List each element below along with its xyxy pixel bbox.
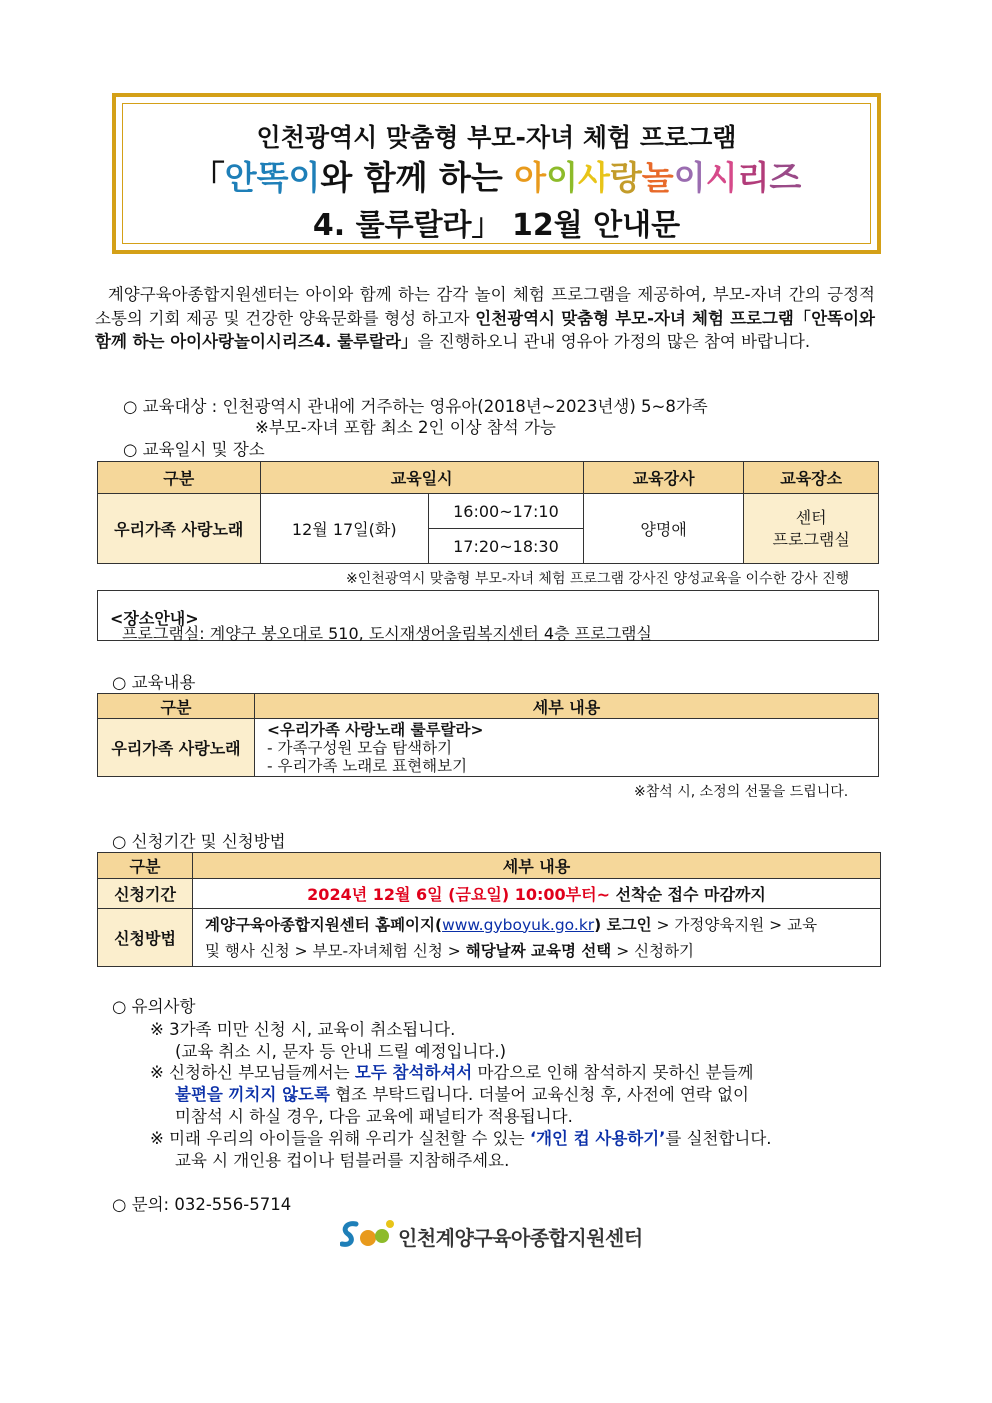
schedule-program: 우리가족 사랑노래 <box>98 494 261 564</box>
schedule-heading: ○ 교육일시 및 장소 <box>123 440 265 459</box>
apply-method-path-2: 및 행사 신청 > 부모-자녀체험 신청 > <box>205 941 466 960</box>
notice-3a-text: 를 실천합니다. <box>665 1129 772 1148</box>
apply-method-login: ) 로그인 <box>594 915 652 934</box>
notice-2c: 미참석 시 하실 경우, 다음 교육에 패널티가 적용됩니다. <box>175 1107 573 1126</box>
notice-2a-text: ※ 신청하신 부모님들께서는 <box>150 1063 355 1082</box>
apply-method-site: 계양구육아종합지원센터 홈페이지( <box>205 915 443 934</box>
title-char: 아 <box>514 158 547 197</box>
apply-header-detail: 세부 내용 <box>193 853 881 879</box>
title-mid: 와 함께 하는 <box>320 158 515 197</box>
title-char: 놀 <box>641 158 674 197</box>
schedule-table <box>97 461 879 564</box>
notice-1b: (교육 취소 시, 문자 등 안내 드릴 예정입니다.) <box>175 1042 507 1061</box>
notice-2a-emphasis: 모두 참석하셔서 <box>354 1063 473 1082</box>
notice-3a <box>150 1125 772 1149</box>
place-info-box <box>97 590 879 641</box>
place-info-label: <장소안내> <box>110 609 199 628</box>
title-inner-frame <box>122 103 871 244</box>
title-char: 이 <box>546 158 579 197</box>
notice-3a-text: ※ 미래 우리의 아이들을 위해 우리가 실천할 수 있는 <box>150 1129 530 1148</box>
schedule-time-1: 16:00~17:10 <box>429 494 584 529</box>
center-logo <box>340 1216 660 1252</box>
content-detail <box>255 719 879 777</box>
center-logo-icon <box>340 1216 398 1252</box>
title-char: 이 <box>673 158 706 197</box>
apply-period-label: 신청기간 <box>98 879 193 909</box>
notice-2b-text: 협조 부탁드립니다. 더불어 교육신청 후, 사전에 연락 없이 <box>329 1085 749 1104</box>
schedule-instructor: 양명애 <box>583 494 744 564</box>
notice-2b <box>175 1081 749 1105</box>
content-detail-item: - 우리가족 노래로 표현해보기 <box>267 756 468 775</box>
notice-2a-text: 마감으로 인해 참석하지 못하신 분들께 <box>472 1063 754 1082</box>
apply-period <box>193 879 881 909</box>
place-info-detail: 프로그램실: 계양구 봉오대로 510, 도시재생어울림복지센터 4층 프로그램실 <box>122 624 652 643</box>
schedule-header-place: 교육장소 <box>744 462 879 494</box>
intro-paragraph <box>95 283 875 354</box>
apply-table <box>97 852 881 967</box>
schedule-note: ※인천광역시 맞춤형 부모-자녀 체험 프로그램 강사진 양성교육을 이수한 강사 진행 <box>346 571 850 587</box>
notice-3b: 교육 시 개인용 컵이나 텀블러를 지참해주세요. <box>175 1151 510 1170</box>
title-box <box>112 93 881 254</box>
schedule-header-datetime: 교육일시 <box>260 462 583 494</box>
content-heading: ○ 교육내용 <box>112 673 196 692</box>
schedule-place <box>744 494 879 564</box>
notice-1a: ※ 3가족 미만 신청 시, 교육이 취소됩니다. <box>150 1020 456 1039</box>
content-detail-item: - 가족구성원 모습 탐색하기 <box>267 738 453 757</box>
title-char: 시 <box>705 158 738 197</box>
apply-header-category: 구분 <box>98 853 193 879</box>
title-line-2 <box>123 152 870 199</box>
notice-heading: ○ 유의사항 <box>112 997 196 1016</box>
place-info-text <box>110 606 652 643</box>
intro-text-1: 계양구육아종합지원센터는 아이와 함께 하는 감각 놀이 체험 프로그램을 제공하여, 부모-자녀 간의 긍정적 소통의 기회 제공 및 건강한 양육문화를 형성 하고자 <box>95 285 875 328</box>
notice-2b-emphasis: 불편을 끼치지 않도록 <box>175 1085 330 1104</box>
title-char: 리 <box>737 158 770 197</box>
title-line-3: 4. 룰루랄라」 12월 안내문 <box>312 208 681 243</box>
target-line: ○ 교육대상 : 인천광역시 관내에 거주하는 영유아(2018년~2023년생) 5~8가족 <box>123 397 708 416</box>
content-table <box>97 693 879 777</box>
apply-method-select: 해당날짜 교육명 선택 <box>465 941 612 960</box>
content-detail-title: <우리가족 사랑노래 룰루랄라> <box>267 720 484 739</box>
title-char: 랑 <box>609 158 642 197</box>
intro-bold: 인천광역시 맞춤형 부모-자녀 체험 프로그램「안똑이와 함께 하는 아이사랑놀이시리즈4. 룰루랄라」 <box>95 308 875 351</box>
apply-period-rest: 선착순 접수 마감까지 <box>610 885 766 904</box>
schedule-time-2: 17:20~18:30 <box>429 529 584 564</box>
schedule-place-line-2: 프로그램실 <box>772 529 850 549</box>
schedule-place-line-1: 센터 <box>795 507 827 527</box>
schedule-header-instructor: 교육강사 <box>583 462 744 494</box>
title-char: 사 <box>578 158 610 197</box>
intro-text-2: 을 진행하오니 관내 영유아 가정의 많은 참여 바랍니다. <box>417 332 811 351</box>
apply-method-label: 신청방법 <box>98 909 193 967</box>
content-program: 우리가족 사랑노래 <box>98 719 255 777</box>
content-header-category: 구분 <box>98 694 255 719</box>
contact-line: ○ 문의: 032-556-5714 <box>112 1195 292 1214</box>
notice-3a-emphasis: ‘개인 컵 사용하기’ <box>529 1129 666 1148</box>
title-char: 즈 <box>769 158 802 197</box>
content-note: ※참석 시, 소정의 선물을 드립니다. <box>634 784 849 800</box>
content-header-detail: 세부 내용 <box>255 694 879 719</box>
apply-method <box>193 909 881 967</box>
title-line-1: 인천광역시 맞춤형 부모-자녀 체험 프로그램 <box>256 123 737 152</box>
apply-method-path-1: > 가정양육지원 > 교육 <box>651 915 818 934</box>
target-note: ※부모-자녀 포함 최소 2인 이상 참석 가능 <box>255 418 556 437</box>
center-logo-text: 인천계양구육아종합지원센터 <box>398 1226 643 1250</box>
homepage-link[interactable]: www.gyboyuk.go.kr <box>442 915 595 934</box>
title-bracket: 「 <box>191 158 225 197</box>
apply-period-date: 2024년 12월 6일 (금요일) 10:00부터~ <box>307 885 610 904</box>
apply-heading: ○ 신청기간 및 신청방법 <box>112 832 286 851</box>
schedule-date: 12월 17일(화) <box>260 494 429 564</box>
title-andduki: 안똑이 <box>224 158 321 197</box>
notice-2a <box>150 1059 753 1083</box>
schedule-header-category: 구분 <box>98 462 261 494</box>
apply-method-path-3: > 신청하기 <box>611 941 695 960</box>
